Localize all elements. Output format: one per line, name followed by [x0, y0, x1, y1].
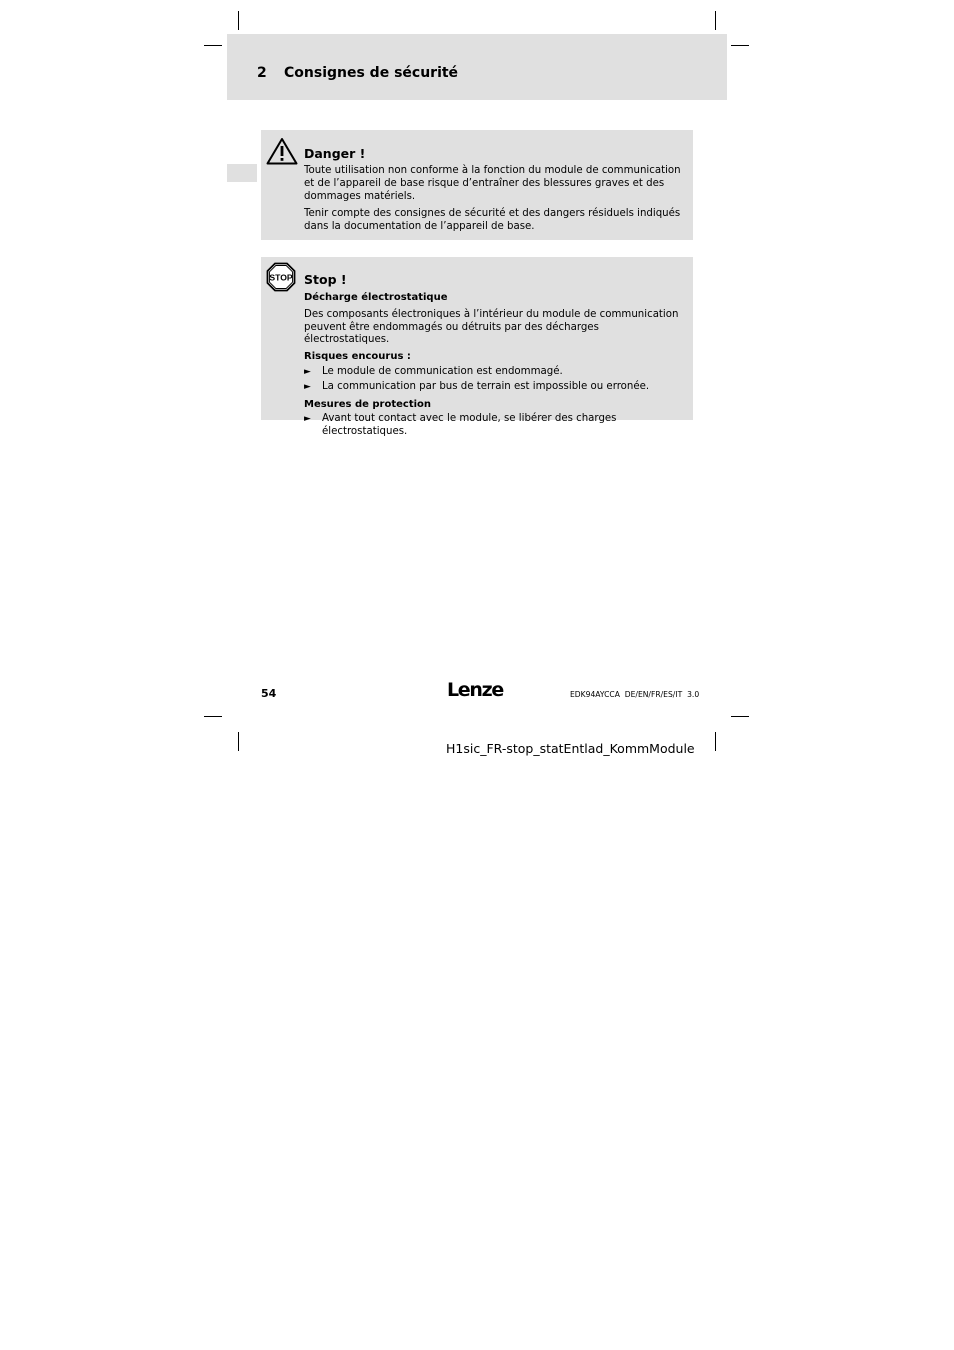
- measure-text: Avant tout contact avec le module, se libérer des charges électrostatiques.: [322, 413, 617, 438]
- crop-mark-top-left: [238, 11, 239, 30]
- crop-mark-bottom-right-h: [731, 716, 749, 717]
- warning-triangle-icon: [266, 137, 298, 169]
- list-item: [304, 381, 685, 394]
- list-item: [304, 413, 685, 439]
- crop-mark-top-left-h: [204, 45, 222, 46]
- crop-mark-bottom-left-h: [204, 716, 222, 717]
- document-reference: EDK94AYCCA DE/EN/FR/ES/IT 3.0: [570, 690, 700, 699]
- bullet-arrow-icon: ►: [304, 381, 311, 392]
- measures-list: [304, 413, 685, 439]
- crop-mark-bottom-right: [715, 732, 716, 751]
- crop-mark-bottom-left: [238, 732, 239, 751]
- stop-title: Stop !: [304, 272, 347, 287]
- danger-title: Danger !: [304, 146, 366, 161]
- danger-paragraph: Toute utilisation non conforme à la fonction du module de communication et de l’appareil de base risque d’entraîner des blessures graves et des dommages matériels.: [304, 165, 681, 202]
- stop-sign-icon: [266, 262, 296, 296]
- list-item: [304, 366, 685, 379]
- risk-text: La communication par bus de terrain est impossible ou erronée.: [322, 380, 650, 392]
- crop-mark-top-right-h: [731, 45, 749, 46]
- chapter-title: Consignes de sécurité: [284, 65, 459, 81]
- side-tab-marker: [227, 164, 257, 182]
- risks-heading: Risques encourus :: [304, 351, 411, 363]
- bullet-arrow-icon: ►: [304, 366, 311, 377]
- bullet-arrow-icon: ►: [304, 414, 311, 425]
- risk-text: Le module de communication est endommagé.: [322, 365, 563, 377]
- stop-notice: [261, 257, 693, 438]
- danger-paragraph: Tenir compte des consignes de sécurité et des dangers résiduels indiqués dans la documentation de l’appareil de base.: [304, 208, 681, 233]
- crop-mark-top-right: [715, 11, 716, 30]
- stop-heading: Décharge électrostatique: [304, 292, 448, 303]
- page-number: 54: [261, 687, 277, 700]
- lenze-logo: Lenze: [447, 679, 503, 701]
- file-label: H1sic_FR-stop_statEntlad_KommModule: [446, 741, 695, 756]
- measures-heading: Mesures de protection: [304, 398, 432, 410]
- danger-notice: [261, 130, 693, 240]
- risks-list: [304, 366, 685, 394]
- stop-icon-text: STOP: [269, 272, 293, 283]
- stop-description: Des composants électroniques à l’intérieur du module de communication peuvent être endommagés ou détruits par des décharges électrostatiques.: [304, 308, 679, 346]
- chapter-number: 2: [257, 65, 267, 81]
